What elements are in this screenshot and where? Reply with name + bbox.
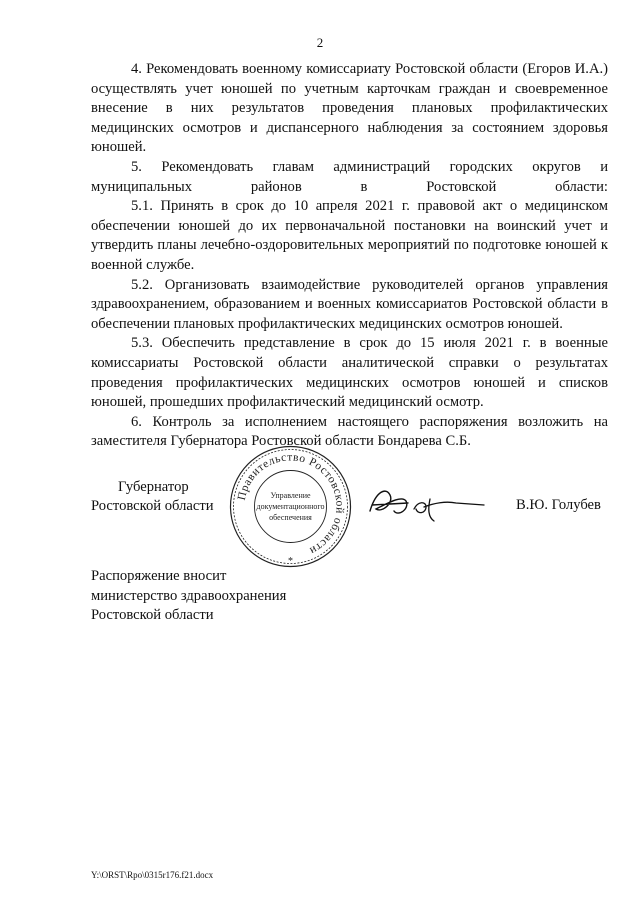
- paragraph-5: 5. Рекомендовать главам администраций городских округов и муниципальных районов в Ростовской области:: [91, 158, 608, 195]
- signatory-position: [91, 478, 214, 516]
- paragraph-5-3: 5.3. Обеспечить представление в срок до 15 июля 2021 г. в военные комиссариаты Ростовской области аналитической справки о результатах проведения профилактических медицинских осмотров юношей и списков юношей, прошедших профилактический медицинский осмотр.: [91, 335, 608, 411]
- paragraph-4: 4. Рекомендовать военному комиссариату Ростовской области (Егоров И.А.) осуществлять учет юношей по учетным карточкам граждан и своевременное внесение в них результатов проведения плановых профилактических медицинских осмотров и диспансерного наблюдения за состоянием здоровья юношей.: [91, 61, 608, 156]
- submission-note: [91, 567, 286, 626]
- seal-center-line2: документационного: [256, 502, 325, 511]
- paragraph-6: 6. Контроль за исполнением настоящего распоряжения возложить на заместителя Губернатора Ростовской области Бондарева С.Б.: [91, 413, 608, 450]
- paragraph-5-2: 5.2. Организовать взаимодействие руководителей органов управления здравоохранением, образованием и военных комиссариатов Ростовской области в обеспечении плановых профилактических медицинских осмотров юношей.: [91, 276, 608, 332]
- document-body: [91, 60, 608, 452]
- note-line: министерство здравоохранения: [91, 587, 287, 604]
- page-number: 2: [316, 35, 324, 50]
- official-seal: [228, 444, 353, 569]
- note-line: Ростовской области: [91, 607, 214, 624]
- signatory-name: В.Ю. Голубев: [516, 497, 601, 513]
- paragraph-5-1: 5.1. Принять в срок до 10 апреля 2021 г. правовой акт о медицинском обеспечении юношей до их первоначальной постановки на воинский учет и утвердить планы лечебно-оздоровительных мероприятий по подготовке юношей к военной службе.: [91, 198, 608, 273]
- signatory-position-line1: Губернатор: [118, 479, 189, 495]
- note-line: Распоряжение вносит: [91, 568, 227, 584]
- seal-ring-text: Правительство Ростовской области: [235, 451, 346, 557]
- signatory-position-line2: Ростовской области: [91, 498, 214, 514]
- seal-center-line1: Управление: [270, 491, 311, 500]
- seal-star: *: [288, 556, 293, 567]
- seal-center-line3: обеспечения: [269, 513, 312, 522]
- file-path-footer: Y:\ORST\Rpo\0315r176.f21.docx: [91, 870, 214, 880]
- handwritten-signature: [364, 481, 504, 529]
